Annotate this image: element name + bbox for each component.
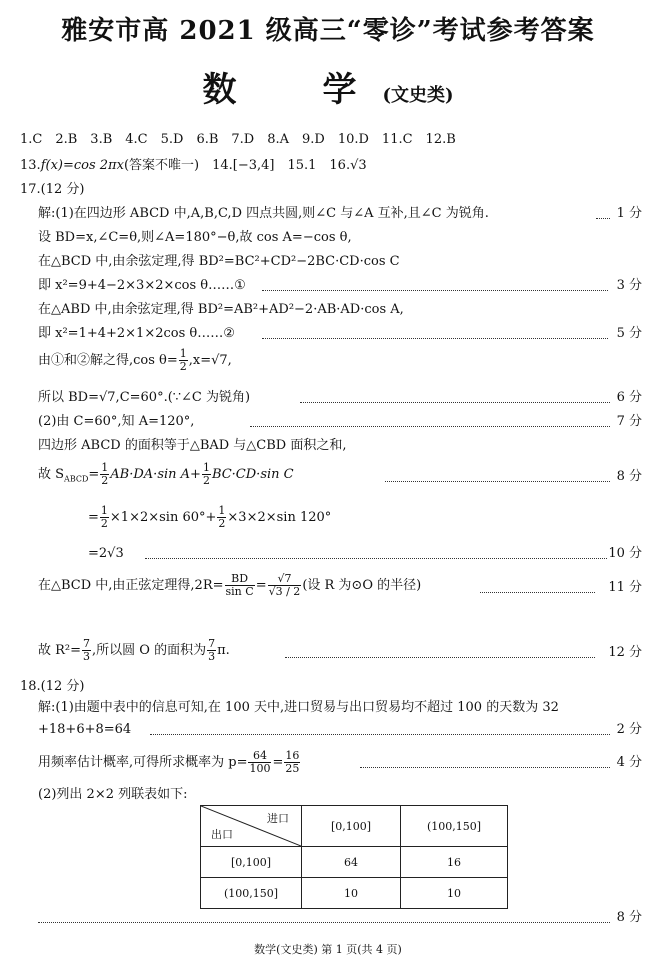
leader-dots [385, 481, 610, 482]
q18-line-2: +18+6+8=64 [38, 722, 132, 737]
column-header: [0,100] [302, 806, 401, 847]
numerator: √7 [268, 573, 302, 586]
subject-tag: (文史类) [382, 85, 454, 106]
q17-line-3: 在△BCD 中,由余弦定理,得 BD²=BC²+CD²−2BC·CD·cos C [38, 254, 400, 269]
equals: = [88, 467, 100, 482]
column-header: (100,150] [401, 806, 508, 847]
answer-16-value: √3 [350, 158, 367, 173]
q17-line-15-tail: π. [217, 643, 230, 658]
fraction [179, 348, 188, 373]
numerator: 64 [248, 750, 271, 763]
leader-dots [150, 734, 610, 735]
denominator: 2 [218, 517, 226, 530]
equals: = [88, 510, 99, 525]
table-cell: 10 [401, 878, 508, 909]
answer-14-16: (答案不唯一) 14.[−3,4] 15.1 16. [123, 158, 351, 173]
leader-dots [262, 290, 608, 291]
q17-line-1: 解:(1)在四边形 ABCD 中,A,B,C,D 四点共圆,则∠C 与∠A 互补,且∠C 为锐角. [38, 206, 489, 221]
leader-dots [38, 922, 610, 923]
table-cell: 64 [302, 847, 401, 878]
q17-line-10: 四边形 ABCD 的面积等于△BAD 与△CBD 面积之和, [38, 438, 347, 453]
subject-heading [0, 62, 656, 111]
score-label: 8 分 [616, 910, 642, 925]
answers-row-2 [20, 157, 367, 175]
fraction [225, 573, 255, 598]
q17-line-13: =2√3 [88, 546, 124, 561]
area-subscript: ABCD [64, 474, 89, 484]
numerator: 1 [100, 504, 108, 517]
fraction [284, 750, 300, 775]
numerator: 7 [83, 637, 91, 650]
q17-line-15-text: 故 R²= [38, 643, 82, 658]
score-label: 4 分 [616, 755, 642, 770]
numerator: 1 [101, 461, 109, 474]
diagonal-header [201, 806, 301, 846]
table-cell: 16 [401, 847, 508, 878]
leader-dots [285, 657, 595, 658]
q17-line-14-text: 在△BCD 中,由正弦定理得,2R= [38, 578, 224, 593]
table-corner-cell [201, 806, 302, 847]
q17-line-9: (2)由 C=60°,知 A=120°, [38, 414, 195, 429]
q17-line-11 [38, 462, 294, 489]
numerator: 1 [218, 504, 226, 517]
answers-row-1: 1.C 2.B 3.B 4.C 5.D 6.B 7.D 8.A 9.D 10.D 11.C 12.B [20, 132, 456, 147]
q17-line-15-mid: ,所以圆 O 的面积为 [92, 643, 207, 658]
corner-bottom-label: 出口 [211, 828, 233, 841]
score-label: 8 分 [616, 469, 642, 484]
q18-heading: 18.(12 分) [20, 679, 85, 694]
score-label: 5 分 [616, 326, 642, 341]
numerator: BD [225, 573, 255, 586]
corner-top-label: 进口 [267, 812, 289, 825]
denominator: 2 [179, 360, 187, 373]
equals: = [255, 578, 267, 593]
numerator: 7 [208, 637, 216, 650]
denominator: 2 [101, 474, 109, 487]
q18-line-3-text: 用频率估计概率,可得所求概率为 p= [38, 755, 248, 770]
row-header: [0,100] [201, 847, 302, 878]
score-label: 11 分 [608, 580, 642, 595]
q17-line-15 [38, 638, 230, 663]
q17-line-5: 在△ABD 中,由余弦定理,得 BD²=AB²+AD²−2·AB·AD·cos A, [38, 302, 404, 317]
fraction [100, 462, 109, 487]
leader-dots [262, 338, 608, 339]
table-header-row [201, 806, 508, 847]
denominator: 2 [100, 517, 108, 530]
denominator: sin C [225, 585, 254, 598]
q17-line-14 [38, 573, 421, 598]
contingency-table [200, 805, 508, 909]
denominator: 3 [208, 650, 216, 663]
page-footer: 数学(文史类) 第 1 页(共 4 页) [254, 943, 402, 956]
q17-line-2: 设 BD=x,∠C=θ,则∠A=180°−θ,故 cos A=−cos θ, [38, 230, 352, 245]
score-label: 7 分 [616, 414, 642, 429]
answer-13-expr: f(x)=cos 2πx [40, 158, 124, 173]
term-2: ×3×2×sin 120° [227, 510, 332, 525]
area-symbol: 故 S [38, 467, 65, 482]
fraction [207, 638, 216, 663]
q17-line-6: 即 x²=1+4+2×1×2cos θ……② [38, 326, 235, 341]
fraction [248, 750, 271, 775]
fraction [268, 573, 302, 598]
score-label: 1 分 [616, 206, 642, 221]
q17-line-14-note: (设 R 为⊙O 的半径) [302, 578, 422, 593]
leader-dots [300, 402, 610, 403]
numerator: 16 [285, 749, 300, 762]
score-label: 12 分 [608, 645, 642, 660]
score-label: 2 分 [616, 722, 642, 737]
equals: = [272, 755, 284, 770]
leader-dots [360, 767, 610, 768]
denominator: 100 [249, 762, 271, 775]
row-header: (100,150] [201, 878, 302, 909]
fraction [202, 462, 211, 487]
score-label: 3 分 [616, 278, 642, 293]
denominator: √3 / 2 [268, 585, 301, 598]
table-cell: 10 [302, 878, 401, 909]
table-row [201, 878, 508, 909]
leader-dots [596, 218, 610, 219]
q17-line-12 [88, 505, 331, 530]
numerator: 1 [202, 461, 210, 474]
q17-line-8: 所以 BD=√7,C=60°.(∵∠C 为锐角) [38, 390, 251, 405]
answer-13-num: 13. [20, 158, 41, 173]
q17-line-7 [38, 348, 232, 373]
fraction [100, 505, 109, 530]
q17-heading: 17.(12 分) [20, 182, 85, 197]
fraction [82, 638, 91, 663]
table-row [201, 847, 508, 878]
leader-dots [480, 592, 595, 593]
document-title: 雅安市高 2021 级高三“零诊”考试参考答案 [61, 16, 595, 46]
denominator: 3 [83, 650, 91, 663]
leader-dots [145, 558, 607, 559]
q17-line-7-text: 由①和②解之得,cos θ= [38, 353, 178, 368]
term-2: BC·CD·sin C [211, 467, 294, 482]
leader-dots [250, 426, 610, 427]
numerator: 1 [179, 347, 187, 360]
score-label: 10 分 [608, 546, 642, 561]
q18-line-1: 解:(1)由题中表中的信息可知,在 100 天中,进口贸易与出口贸易均不超过 100 的天数为 32 [38, 700, 559, 715]
q17-line-4: 即 x²=9+4−2×3×2×cos θ……① [38, 278, 246, 293]
fraction [217, 505, 226, 530]
denominator: 25 [285, 762, 300, 775]
q17-line-7-tail: ,x=√7, [188, 353, 232, 368]
subject-name: 数 学 [202, 70, 383, 110]
q18-line-3 [38, 750, 301, 775]
score-label: 6 分 [616, 390, 642, 405]
q18-line-4: (2)列出 2×2 列联表如下: [38, 787, 188, 802]
denominator: 2 [202, 474, 210, 487]
term-1: ×1×2×sin 60°+ [109, 510, 217, 525]
term-1: AB·DA·sin A+ [110, 467, 201, 482]
